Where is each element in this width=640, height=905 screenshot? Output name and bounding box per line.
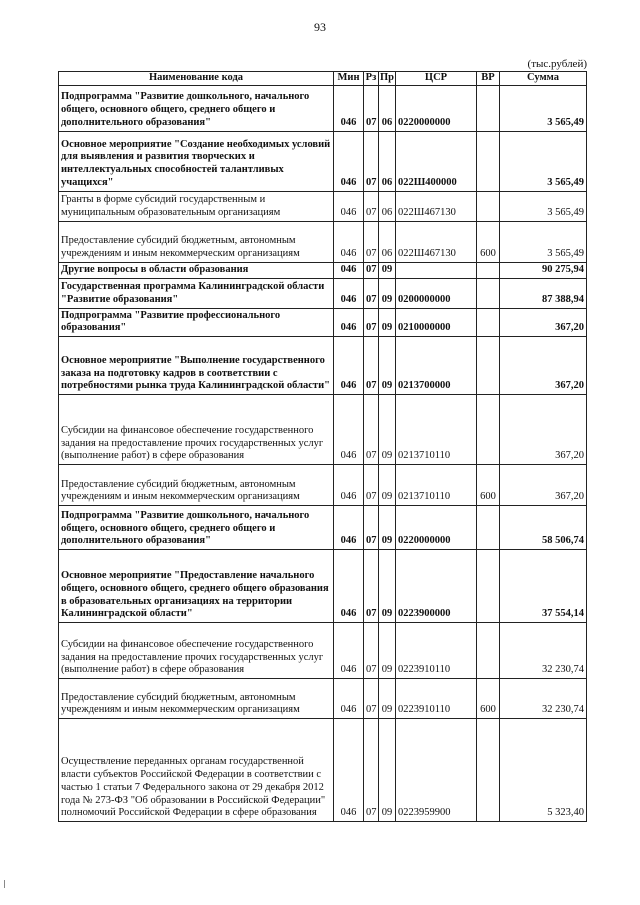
row-csr-cell: 022Ш400000 xyxy=(396,131,477,191)
row-csr-cell: 0213700000 xyxy=(396,337,477,395)
row-sum-cell: 3 565,49 xyxy=(500,131,587,191)
row-name-cell: Осуществление переданных органам государственной власти субъектов Российской Федерации в соответствии с частью 1 статьи 7 Федерального закона от 29 декабря 2012 года № 273-ФЗ "Об образовании в Российской Федерации" полномочий Российской Федерации в сфере образования xyxy=(59,719,334,822)
table-row xyxy=(59,278,587,308)
row-rz-cell: 07 xyxy=(364,221,379,262)
row-pr-cell: 06 xyxy=(379,221,396,262)
row-name-cell: Государственная программа Калининградской области "Развитие образования" xyxy=(59,278,334,308)
header-name: Наименование кода xyxy=(59,72,334,86)
row-vr-cell xyxy=(477,85,500,131)
table-header-row xyxy=(59,72,587,86)
row-vr-cell xyxy=(477,262,500,278)
row-sum-cell: 32 230,74 xyxy=(500,623,587,679)
row-sum-cell: 3 565,49 xyxy=(500,221,587,262)
row-sum-cell: 90 275,94 xyxy=(500,262,587,278)
page-number: 93 xyxy=(314,20,326,34)
row-rz-cell: 07 xyxy=(364,337,379,395)
row-pr-cell: 06 xyxy=(379,131,396,191)
row-pr-cell: 09 xyxy=(379,395,396,465)
header-rz: Рз xyxy=(364,72,379,86)
row-csr-cell: 0223959900 xyxy=(396,719,477,822)
row-name-cell: Подпрограмма "Развитие дошкольного, начального общего, основного общего, среднего общего и дополнительного образования" xyxy=(59,85,334,131)
row-name-cell: Предоставление субсидий бюджетным, автономным учреждениям и иным некоммерческим организациям xyxy=(59,221,334,262)
row-name-cell: Предоставление субсидий бюджетным, автономным учреждениям и иным некоммерческим организациям xyxy=(59,679,334,719)
row-rz-cell: 07 xyxy=(364,262,379,278)
row-rz-cell: 07 xyxy=(364,191,379,221)
row-vr-cell xyxy=(477,395,500,465)
row-vr-cell: 600 xyxy=(477,679,500,719)
row-name-cell: Субсидии на финансовое обеспечение государственного задания на предоставление прочих государственных услуг (выполнение работ) в сфере образования xyxy=(59,395,334,465)
row-pr-cell: 09 xyxy=(379,308,396,337)
row-name-cell: Другие вопросы в области образования xyxy=(59,262,334,278)
row-pr-cell: 09 xyxy=(379,623,396,679)
row-csr-cell: 0213710110 xyxy=(396,395,477,465)
budget-table xyxy=(58,71,587,822)
table-row xyxy=(59,679,587,719)
row-vr-cell xyxy=(477,337,500,395)
row-rz-cell: 07 xyxy=(364,85,379,131)
row-vr-cell xyxy=(477,623,500,679)
row-sum-cell: 367,20 xyxy=(500,395,587,465)
row-csr-cell: 0223910110 xyxy=(396,623,477,679)
row-name-cell: Предоставление субсидий бюджетным, автономным учреждениям и иным некоммерческим организациям xyxy=(59,465,334,506)
table-row xyxy=(59,221,587,262)
row-vr-cell xyxy=(477,506,500,550)
row-min-cell: 046 xyxy=(334,262,364,278)
row-min-cell: 046 xyxy=(334,550,364,623)
table-row xyxy=(59,85,587,131)
row-pr-cell: 09 xyxy=(379,262,396,278)
row-vr-cell xyxy=(477,278,500,308)
row-min-cell: 046 xyxy=(334,131,364,191)
row-pr-cell: 09 xyxy=(379,278,396,308)
table-row xyxy=(59,191,587,221)
row-rz-cell: 07 xyxy=(364,679,379,719)
row-sum-cell: 87 388,94 xyxy=(500,278,587,308)
row-csr-cell: 022Ш467130 xyxy=(396,221,477,262)
row-name-cell: Подпрограмма "Развитие дошкольного, начального общего, основного общего, среднего общего и дополнительного образования" xyxy=(59,506,334,550)
table-row xyxy=(59,308,587,337)
row-min-cell: 046 xyxy=(334,465,364,506)
row-name-cell: Гранты в форме субсидий государственным и муниципальным образовательным организациям xyxy=(59,191,334,221)
row-vr-cell xyxy=(477,308,500,337)
row-rz-cell: 07 xyxy=(364,131,379,191)
row-rz-cell: 07 xyxy=(364,395,379,465)
row-sum-cell: 367,20 xyxy=(500,308,587,337)
row-vr-cell xyxy=(477,550,500,623)
row-rz-cell: 07 xyxy=(364,623,379,679)
row-min-cell: 046 xyxy=(334,506,364,550)
header-sum: Сумма xyxy=(500,72,587,86)
header-min: Мин xyxy=(334,72,364,86)
row-rz-cell: 07 xyxy=(364,506,379,550)
row-min-cell: 046 xyxy=(334,221,364,262)
row-rz-cell: 07 xyxy=(364,719,379,822)
row-csr-cell: 0200000000 xyxy=(396,278,477,308)
row-vr-cell xyxy=(477,131,500,191)
row-sum-cell: 367,20 xyxy=(500,337,587,395)
row-pr-cell: 09 xyxy=(379,550,396,623)
row-vr-cell xyxy=(477,191,500,221)
row-pr-cell: 09 xyxy=(379,719,396,822)
row-name-cell: Основное мероприятие "Создание необходимых условий для выявления и развития творческих и интеллектуальных способностей талантливых учащихся" xyxy=(59,131,334,191)
row-rz-cell: 07 xyxy=(364,278,379,308)
row-min-cell: 046 xyxy=(334,337,364,395)
table-row xyxy=(59,623,587,679)
row-sum-cell: 367,20 xyxy=(500,465,587,506)
table-row xyxy=(59,395,587,465)
row-min-cell: 046 xyxy=(334,85,364,131)
row-name-cell: Основное мероприятие "Выполнение государственного заказа на подготовку кадров в соответствии с потребностями рынка труда Калининградской области" xyxy=(59,337,334,395)
row-min-cell: 046 xyxy=(334,719,364,822)
row-csr-cell: 0223910110 xyxy=(396,679,477,719)
row-sum-cell: 58 506,74 xyxy=(500,506,587,550)
row-sum-cell: 5 323,40 xyxy=(500,719,587,822)
row-csr-cell xyxy=(396,262,477,278)
row-pr-cell: 09 xyxy=(379,679,396,719)
table-row xyxy=(59,465,587,506)
row-name-cell: Подпрограмма "Развитие профессионального образования" xyxy=(59,308,334,337)
header-csr: ЦСР xyxy=(396,72,477,86)
row-pr-cell: 09 xyxy=(379,465,396,506)
table-row xyxy=(59,262,587,278)
row-pr-cell: 06 xyxy=(379,191,396,221)
row-csr-cell: 0210000000 xyxy=(396,308,477,337)
row-min-cell: 046 xyxy=(334,191,364,221)
row-sum-cell: 32 230,74 xyxy=(500,679,587,719)
row-pr-cell: 09 xyxy=(379,506,396,550)
row-min-cell: 046 xyxy=(334,395,364,465)
header-pr: Пр xyxy=(379,72,396,86)
row-csr-cell: 0220000000 xyxy=(396,85,477,131)
row-pr-cell: 06 xyxy=(379,85,396,131)
table-body xyxy=(59,85,587,821)
row-vr-cell: 600 xyxy=(477,221,500,262)
row-min-cell: 046 xyxy=(334,308,364,337)
row-rz-cell: 07 xyxy=(364,465,379,506)
units-caption: (тыс.рублей) xyxy=(527,58,587,70)
header-vr: ВР xyxy=(477,72,500,86)
row-sum-cell: 37 554,14 xyxy=(500,550,587,623)
table-row xyxy=(59,719,587,822)
row-sum-cell: 3 565,49 xyxy=(500,85,587,131)
row-csr-cell: 0213710110 xyxy=(396,465,477,506)
scan-margin-mark xyxy=(4,880,8,888)
row-sum-cell: 3 565,49 xyxy=(500,191,587,221)
row-csr-cell: 022Ш467130 xyxy=(396,191,477,221)
table-row xyxy=(59,337,587,395)
row-rz-cell: 07 xyxy=(364,308,379,337)
row-name-cell: Основное мероприятие "Предоставление начального общего, основного общего, среднего общего образования в образовательных организациях на территории Калининградской области" xyxy=(59,550,334,623)
row-pr-cell: 09 xyxy=(379,337,396,395)
row-csr-cell: 0223900000 xyxy=(396,550,477,623)
table-row xyxy=(59,506,587,550)
table-row xyxy=(59,131,587,191)
table-row xyxy=(59,550,587,623)
row-vr-cell: 600 xyxy=(477,465,500,506)
row-min-cell: 046 xyxy=(334,679,364,719)
row-csr-cell: 0220000000 xyxy=(396,506,477,550)
row-name-cell: Субсидии на финансовое обеспечение государственного задания на предоставление прочих государственных услуг (выполнение работ) в сфере образования xyxy=(59,623,334,679)
row-min-cell: 046 xyxy=(334,278,364,308)
row-rz-cell: 07 xyxy=(364,550,379,623)
row-min-cell: 046 xyxy=(334,623,364,679)
row-vr-cell xyxy=(477,719,500,822)
